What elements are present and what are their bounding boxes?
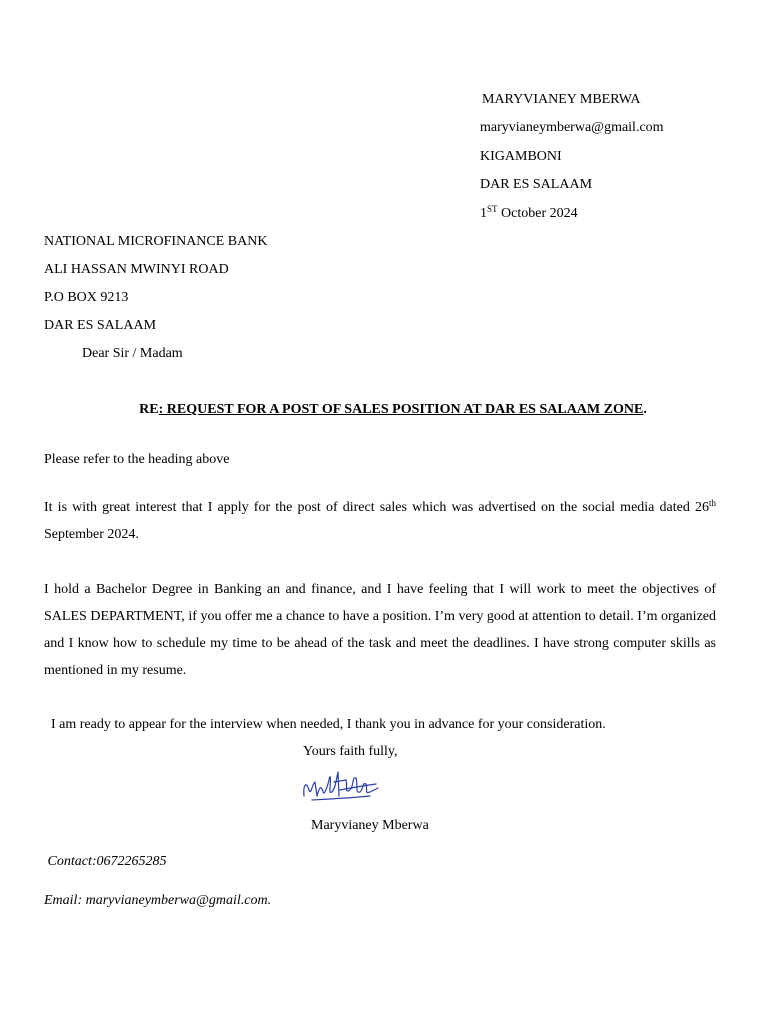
salutation: Dear Sir / Madam — [82, 346, 183, 361]
paragraph-qualifications: I hold a Bachelor Degree in Banking an and finance, and I have feeling that I will work to meet the objectives of SALES DEPARTMENT, if you offer me a chance to have a position. I’m very good at attention to detail. I’m organized and I know how to schedule my time to be ahead of the task and meet the deadlines. I have strong computer skills as mentioned in my resume. — [44, 582, 716, 678]
contact-phone: Contact:0672265285 — [44, 854, 167, 869]
recipient-line-4: DAR ES SALAAM — [44, 318, 157, 333]
recipient-line-3: P.O BOX 9213 — [44, 290, 129, 305]
date-month-year: October 2024 — [497, 205, 578, 221]
paragraph-interest — [44, 494, 716, 548]
paragraph-reference: Please refer to the heading above — [44, 452, 230, 467]
subject-prefix: RE — [139, 402, 159, 417]
subject-line — [0, 402, 768, 419]
paragraph-interest-text: It is with great interest that I apply for the post of direct sales which was advertised on the social media dated 26 — [44, 500, 709, 515]
letter-date — [480, 203, 664, 234]
recipient-address-block — [44, 234, 267, 346]
sender-area: KIGAMBONI — [480, 148, 562, 164]
signature-image — [300, 766, 382, 806]
paragraph-interest-date: September 2024. — [44, 527, 139, 542]
contact-email: Email: maryvianeymberwa@gmail.com. — [44, 893, 272, 908]
paragraph-closing: I am ready to appear for the interview when needed, I thank you in advance for your consideration. — [44, 717, 606, 732]
sender-address-block — [480, 92, 664, 234]
date-day: 1 — [480, 205, 487, 221]
paragraph-interest-ordinal: th — [708, 498, 716, 508]
recipient-line-2: ALI HASSAN MWINYI ROAD — [44, 262, 229, 277]
sign-off: Yours faith fully, — [303, 744, 398, 759]
sender-email: maryvianeymberwa@gmail.com — [480, 120, 664, 136]
signatory-name: Maryvianey Mberwa — [311, 818, 429, 833]
sender-name: MARYVIANEY MBERWA — [482, 92, 641, 107]
date-ordinal: ST — [487, 203, 498, 214]
subject-suffix: . — [643, 402, 647, 417]
sender-city: DAR ES SALAAM — [480, 177, 593, 193]
recipient-line-1: NATIONAL MICROFINANCE BANK — [44, 234, 268, 249]
subject-text: : REQUEST FOR A POST OF SALES POSITION AT DAR ES SALAAM ZONE — [158, 402, 644, 417]
